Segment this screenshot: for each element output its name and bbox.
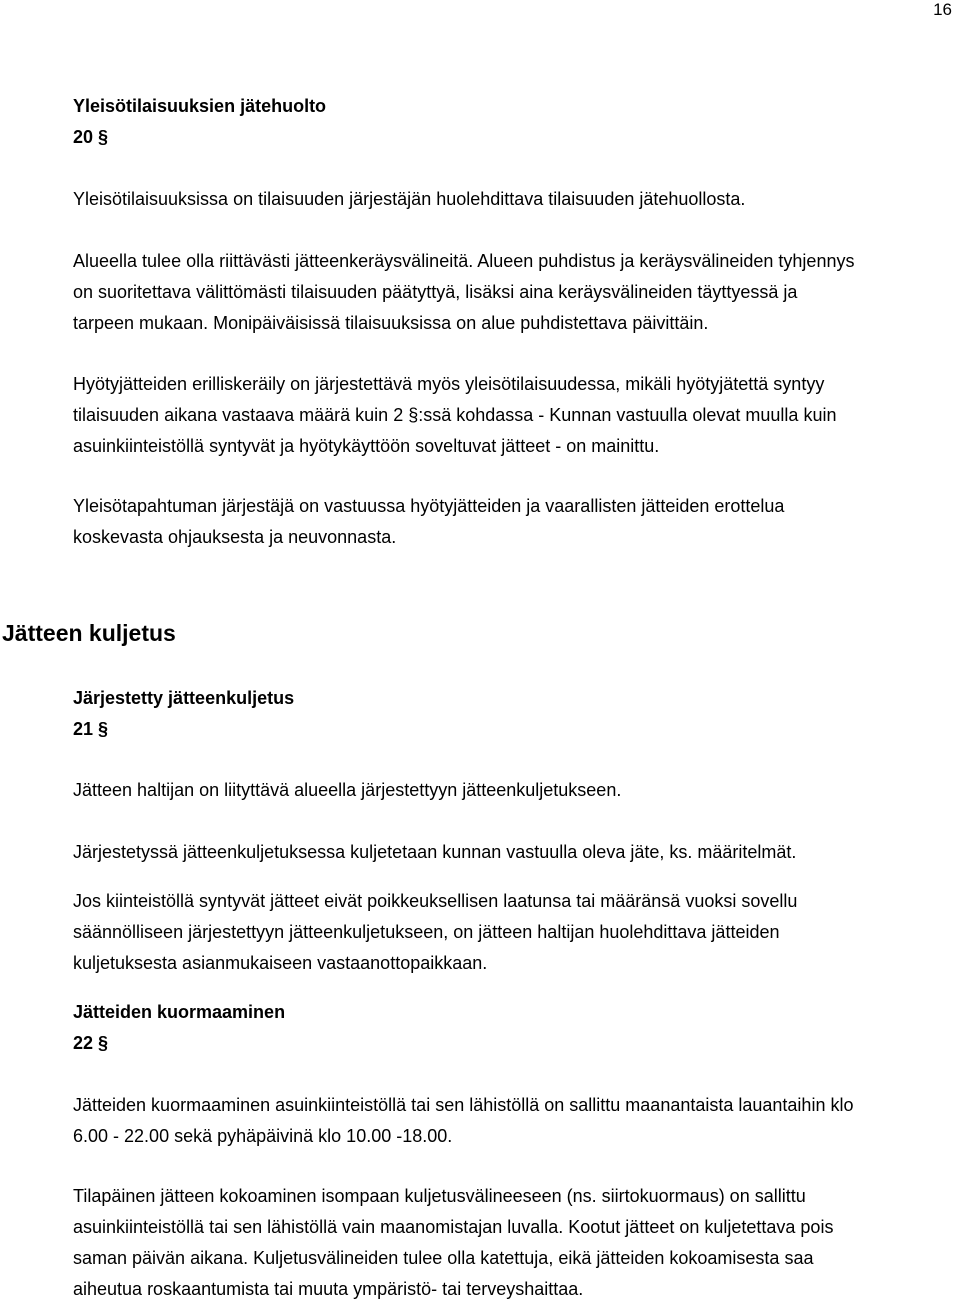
- text-line: tarpeen mukaan. Monipäiväisissä tilaisuuksissa on alue puhdistettava päivittäin.: [73, 313, 709, 333]
- paragraph-text: [73, 1090, 958, 1152]
- text-line: aiheutua roskaantumista tai muuta ympäristö- tai terveyshaittaa.: [73, 1279, 584, 1299]
- paragraph-text: [73, 886, 958, 979]
- text-line: saman päivän aikana. Kuljetusvälineiden tulee olla katettuja, eikä jätteiden kokoamisesta saa: [73, 1248, 814, 1268]
- page-number: 16: [933, 0, 952, 19]
- text-line: kuljetuksesta asianmukaiseen vastaanottopaikkaan.: [73, 953, 488, 973]
- text-line: Yleisötapahtuman järjestäjä on vastuussa hyötyjätteiden ja vaarallisten jätteiden erottelua: [73, 496, 785, 516]
- section-heading-kuormaaminen: Jätteiden kuormaaminen: [73, 1002, 286, 1022]
- text-line: Alueella tulee olla riittävästi jätteenkeräysvälineitä. Alueen puhdistus ja keräysvälineiden tyhjennys: [73, 251, 855, 271]
- text-line: on suoritettava välittömästi tilaisuuden päätyttyä, lisäksi aina keräysvälineiden täyttyessä ja: [73, 282, 798, 302]
- text-line: tilaisuuden aikana vastaava määrä kuin 2 §:ssä kohdassa - Kunnan vastuulla olevat muulla kuin: [73, 405, 837, 425]
- text-line: asuinkiinteistöllä syntyvät ja hyötykäyttöön soveltuvat jätteet - on mainittu.: [73, 436, 660, 456]
- text-line: 6.00 - 22.00 sekä pyhäpäivinä klo 10.00 -18.00.: [73, 1126, 453, 1146]
- paragraph-number-21: 21 §: [73, 719, 109, 739]
- main-heading: Jätteen kuljetus: [2, 620, 176, 646]
- text-line: säännölliseen järjestettyyn jätteenkuljetukseen, on jätteen haltijan huolehdittava jätteiden: [73, 922, 780, 942]
- text-line: Jos kiinteistöllä syntyvät jätteet eivät poikkeuksellisen laatunsa tai määränsä vuoksi sovellu: [73, 891, 798, 911]
- text-line: asuinkiinteistöllä tai sen lähistöllä vain maanomistajan luvalla. Kootut jätteet on kuljetettava pois: [73, 1217, 834, 1237]
- text-line: Jätteiden kuormaaminen asuinkiinteistöllä tai sen lähistöllä on sallittu maanantaista lauantaihin klo: [73, 1095, 854, 1115]
- paragraph-text: [73, 246, 958, 339]
- paragraph-text: [73, 491, 958, 553]
- section-heading-jarjestetty: Järjestetty jätteenkuljetus: [73, 688, 295, 708]
- paragraph-text: Jätteen haltijan on liityttävä alueella järjestettyyn jätteenkuljetukseen.: [73, 780, 622, 800]
- text-line: koskevasta ohjauksesta ja neuvonnasta.: [73, 527, 397, 547]
- paragraph-text: [73, 369, 958, 462]
- paragraph-number-20: 20 §: [73, 127, 109, 147]
- paragraph-text: [73, 1181, 958, 1305]
- text-line: Tilapäinen jätteen kokoaminen isompaan kuljetusvälineeseen (ns. siirtokuormaus) on sallittu: [73, 1186, 806, 1206]
- text-line: Hyötyjätteiden erilliskeräily on järjestettävä myös yleisötilaisuudessa, mikäli hyötyjätettä syntyy: [73, 374, 825, 394]
- paragraph-number-22: 22 §: [73, 1033, 109, 1053]
- paragraph-text: Järjestetyssä jätteenkuljetuksessa kuljetetaan kunnan vastuulla oleva jäte, ks. määritelmät.: [73, 842, 797, 862]
- paragraph-text: Yleisötilaisuuksissa on tilaisuuden järjestäjän huolehdittava tilaisuuden jätehuollosta.: [73, 189, 746, 209]
- section-heading-yleisotilaisuudet: Yleisötilaisuuksien jätehuolto: [73, 96, 327, 116]
